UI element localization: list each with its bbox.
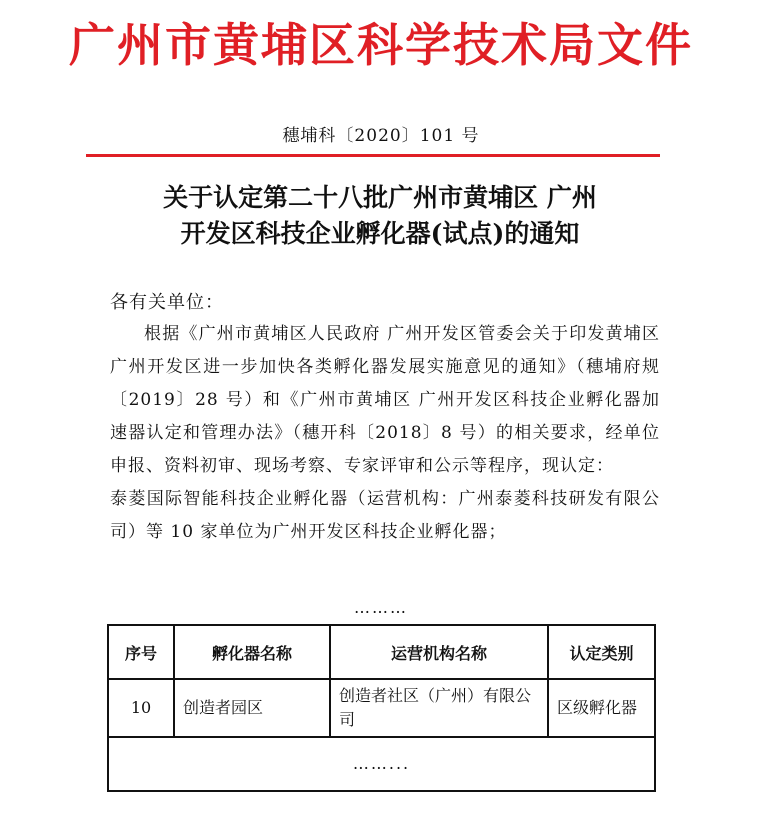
body-paragraph-1: 根据《广州市黄埔区人民政府 广州开发区管委会关于印发黄埔区广州开发区进一步加快各类孵化器发展实施意见的通知》（穗埔府规〔2019〕28 号）和《广州市黄埔区 广州开发区科技企业孵化器加速器认定和管理办法》（穗开科〔2018〕8 号）的相关要求，经单位申报、资料初审、现场考察、专家评审和公示等程序，现认定： <box>110 324 660 476</box>
header-category: 认定类别 <box>548 625 655 679</box>
cell-ellipsis: ……... <box>108 737 655 791</box>
incubator-table <box>107 624 656 792</box>
table-header-row <box>108 625 655 679</box>
table-ellipsis-row <box>108 737 655 791</box>
salutation: 各有关单位： <box>110 292 224 313</box>
document-title <box>90 180 670 252</box>
document-title-line-2: 开发区科技企业孵化器(试点)的通知 <box>180 219 580 248</box>
cell-serial: 10 <box>108 679 174 737</box>
ellipsis-separator: ……… <box>354 598 408 617</box>
header-operator-name: 运营机构名称 <box>330 625 548 679</box>
cell-incubator-name: 创造者园区 <box>174 679 330 737</box>
body-paragraph-2: 泰菱国际智能科技企业孵化器（运营机构：广州泰菱科技研发有限公司）等 10 家单位为广州开发区科技企业孵化器； <box>110 489 660 542</box>
table-row <box>108 679 655 737</box>
document-title-line-1: 关于认定第二十八批广州市黄埔区 广州 <box>163 183 597 212</box>
document-header-title: 广州市黄埔区科学技术局文件 <box>69 18 693 72</box>
body-text <box>110 318 660 549</box>
header-serial: 序号 <box>108 625 174 679</box>
red-divider <box>86 154 660 157</box>
cell-category: 区级孵化器 <box>548 679 655 737</box>
document-number: 穗埔科〔2020〕101 号 <box>282 126 480 146</box>
cell-operator-name: 创造者社区（广州）有限公司 <box>330 679 548 737</box>
header-incubator-name: 孵化器名称 <box>174 625 330 679</box>
